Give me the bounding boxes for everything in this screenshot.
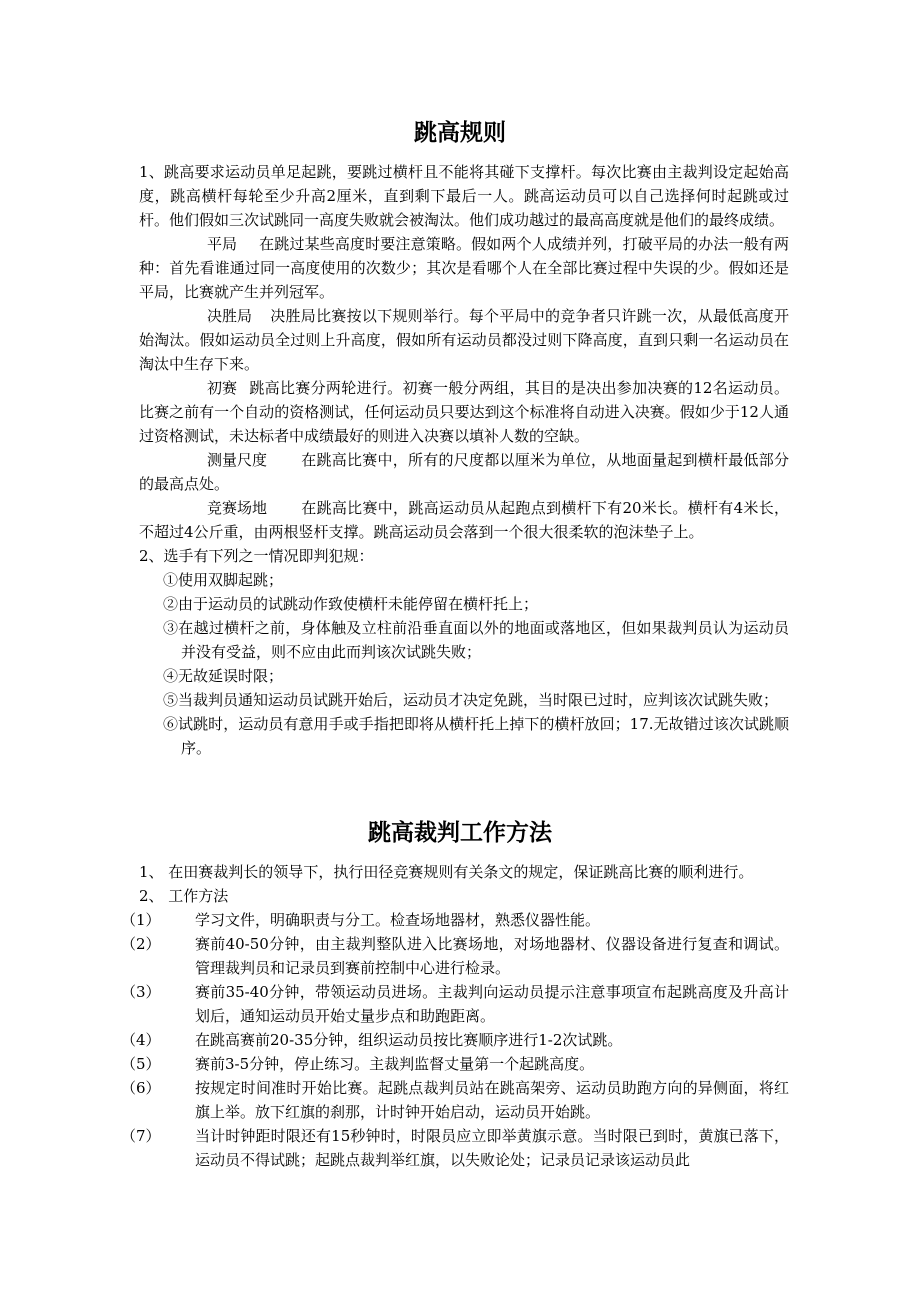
violation-item: ②由于运动员的试跳动作致使横杆未能停留在横杆托上； bbox=[163, 595, 539, 613]
category-text: 在跳高比赛中，所有的尺度都以厘米为单位，从地面量起到横杆最低部分的最高点处。 bbox=[139, 451, 789, 493]
section1-title: 跳高规则 bbox=[414, 120, 506, 146]
step-text: 学习文件，明确职责与分工。检查场地器材，熟悉仪器性能。 bbox=[195, 911, 601, 929]
category-text: 在跳过某些高度时要注意策略。假如两个人成绩并列，打破平局的办法一般有两种：首先看谁通过同一高度使用的次数少；其次是看哪个人在全部比赛过程中失误的少。假如还是平局，比赛就产生并列冠军。 bbox=[139, 235, 789, 301]
category-term: 竞赛场地 bbox=[207, 499, 268, 517]
step-text: 赛前40-50分钟，由主裁判整队进入比赛场地，对场地器材、仪器设备进行复查和调试。管理裁判员和记录员到赛前控制中心进行检录。 bbox=[195, 935, 789, 977]
method-step bbox=[121, 908, 789, 932]
step-number: （3） bbox=[121, 983, 161, 1001]
method-step bbox=[121, 932, 789, 980]
category-jumpoff bbox=[139, 304, 789, 376]
step-number: （2） bbox=[121, 935, 161, 953]
step-text: 按规定时间准时开始比赛。起跳点裁判员站在跳高架旁、运动员助跑方向的异侧面，将红旗上举。放下红旗的刹那，计时钟开始启动，运动员开始跳。 bbox=[195, 1079, 789, 1121]
category-text: 跳高比赛分两轮进行。初赛一般分两组，其目的是决出参加决赛的12名运动员。比赛之前有一个自动的资格测试，任何运动员只要达到这个标准将自动进入决赛。假如少于12人通过资格测试，未达标者中成绩最好的则进入决赛以填补人数的空缺。 bbox=[139, 379, 789, 445]
category-qualifying bbox=[139, 376, 789, 448]
violation-item: ⑥试跳时，运动员有意用手或手指把即将从横杆托上掉下的横杆放回；17.无故错过该次试跳顺序。 bbox=[163, 715, 789, 757]
method-step bbox=[121, 980, 789, 1028]
section2-title: 跳高裁判工作方法 bbox=[368, 820, 552, 846]
violation-item: ①使用双脚起跳； bbox=[163, 571, 284, 589]
section2-body bbox=[121, 860, 789, 1172]
method-step bbox=[121, 1028, 789, 1052]
category-venue bbox=[139, 496, 789, 544]
method-step bbox=[121, 1052, 789, 1076]
rule-2-paragraph: 2、选手有下列之一情况即判犯规： bbox=[139, 547, 374, 565]
category-tie bbox=[139, 232, 789, 304]
step-number: （5） bbox=[121, 1055, 161, 1073]
step-number: （6） bbox=[121, 1079, 161, 1097]
step-number: （1） bbox=[121, 911, 161, 929]
category-text: 决胜局比赛按以下规则举行。每个平局中的竞争者只许跳一次，从最低高度开始淘汰。假如运动员全过则上升高度，假如所有运动员都没过则下降高度，直到只剩一名运动员在淘汰中生存下来。 bbox=[139, 307, 789, 373]
violation-item: ⑤当裁判员通知运动员试跳开始后，运动员才决定免跳，当时限已过时，应判该次试跳失败； bbox=[163, 691, 779, 709]
method-step bbox=[121, 1076, 789, 1124]
violation-item: ③在越过横杆之前，身体触及立柱前沿垂直面以外的地面或落地区，但如果裁判员认为运动员并没有受益，则不应由此而判该次试跳失败； bbox=[163, 619, 789, 661]
step-text: 赛前35-40分钟，带领运动员进场。主裁判向运动员提示注意事项宣布起跳高度及升高计划后，通知运动员开始丈量步点和助跑距离。 bbox=[195, 983, 789, 1025]
category-term: 平局 bbox=[207, 235, 238, 253]
step-text: 赛前3-5分钟，停止练习。主裁判监督丈量第一个起跳高度。 bbox=[195, 1055, 595, 1073]
step-text: 在跳高赛前20-35分钟，组织运动员按比赛顺序进行1-2次试跳。 bbox=[195, 1031, 623, 1049]
category-measurement bbox=[139, 448, 789, 496]
step-number: （4） bbox=[121, 1031, 161, 1049]
category-term: 初赛 bbox=[207, 379, 238, 397]
category-term: 决胜局 bbox=[207, 307, 253, 325]
step-text: 当计时钟距时限还有15秒钟时，时限员应立即举黄旗示意。当时限已到时，黄旗已落下，运动员不得试跳；起跳点裁判举红旗，以失败论处；记录员记录该运动员此 bbox=[195, 1127, 789, 1169]
section1-body bbox=[139, 160, 789, 760]
step-number: （7） bbox=[121, 1127, 161, 1145]
violation-item: ④无故延误时限； bbox=[163, 667, 284, 685]
category-term: 测量尺度 bbox=[207, 451, 268, 469]
method-item-1: 1、 在田赛裁判长的领导下，执行田径竞赛规则有关条文的规定，保证跳高比赛的顺利进行。 bbox=[139, 863, 754, 881]
rule-1-paragraph: 1、跳高要求运动员单足起跳，要跳过横杆且不能将其碰下支撑杆。每次比赛由主裁判设定起始高度，跳高横杆每轮至少升高2厘米，直到剩下最后一人。跳高运动员可以自己选择何时起跳或过杆。他们假如三次试跳同一高度失败就会被淘汰。他们成功越过的最高高度就是他们的最终成绩。 bbox=[139, 163, 789, 229]
category-text: 在跳高比赛中，跳高运动员从起跑点到横杆下有20米长。横杆有4米长，不超过4公斤重，由两根竖杆支撑。跳高运动员会落到一个很大很柔软的泡沫垫子上。 bbox=[139, 499, 789, 541]
method-step bbox=[121, 1124, 789, 1172]
method-item-2: 2、 工作方法 bbox=[139, 887, 229, 905]
